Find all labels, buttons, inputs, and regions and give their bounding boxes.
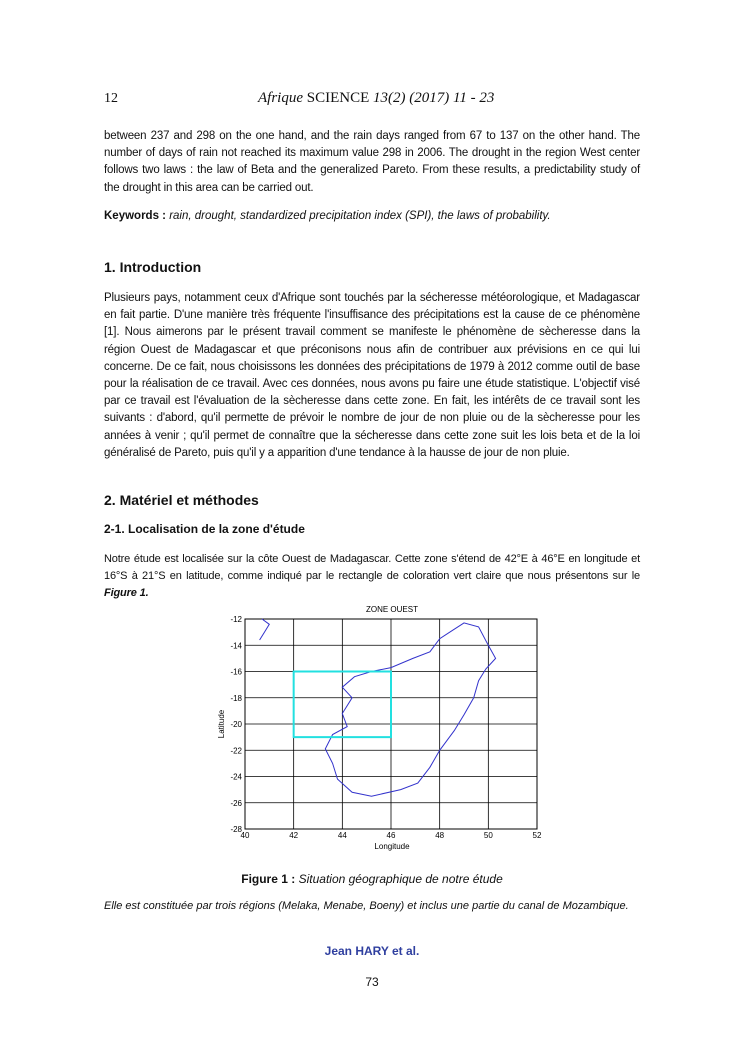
journal-italic-name: Afrique [258,90,303,106]
map-axes [230,615,542,840]
y-tick-label: -12 [230,615,242,624]
x-tick-label: 44 [337,831,347,840]
keywords-text: rain, drought, standardized precipitation index (SPI), the laws of probability. [169,210,551,222]
y-tick-label: -26 [230,798,242,808]
journal-name: SCIENCE [306,90,370,106]
section-2-1-heading: 2-1. Localisation de la zone d'étude [104,522,305,536]
section-2-heading: 2. Matériel et méthodes [104,492,259,508]
keywords [104,210,551,222]
x-tick-label: 50 [483,831,493,840]
x-tick-label: 48 [435,831,445,840]
y-tick-label: -18 [230,693,242,703]
introduction-paragraph: Plusieurs pays, notamment ceux d'Afrique sont touchés par la sécheresse météorologique, et Madagascar en fait partie. D'une manière très fréquente l'insuffisance des précipitations est la cause de ce phénomène [1]. Nous aimerons par le présent travail comment se manifeste le phénomène de sècheresse dans la région Ouest de Madagascar et que préconisons nous afin de contribuer aux prévisions en ce qui lui concerne. De ce fait, nous choisissons les données des précipitations de 1979 à 2012 comme outil de base pour la réalisation de ce travail. Avec ces données, nous avons pu faire une étude statistique. L'objectif visé par ce travail est l'évaluation de la sècheresse dans cette zone. En fait, les intérêts de ce travail sont les suivants : d'abord, qu'il permette de prévoir le nombre de jour de non pluie ou de la sècheresse pour les années à venir ; qu'il permet de connaître que la sécheresse dans cette zone suit les lois beta et de la loi généralisé de Pareto, puis qu'il y a apparition d'une tendance à la hausse de jour de non pluie. [104,292,640,459]
figure-reference: Figure 1. [104,587,149,600]
section-1-heading: 1. Introduction [104,259,202,275]
figure-caption-label: Figure 1 : [241,872,296,886]
map-xlabel: Longitude [374,842,410,851]
x-tick-label: 52 [532,831,542,840]
journal-issue: 13(2) (2017) 11 - 23 [373,90,495,106]
african-coast-fragment [260,619,270,640]
y-tick-label: -28 [230,825,242,834]
x-tick-label: 42 [289,831,299,840]
map-ylabel: Latitude [217,709,226,739]
footer-author: Jean HARY et al. [324,944,420,958]
x-tick-label: 46 [386,831,396,840]
figure-caption [0,872,744,886]
y-tick-label: -20 [230,720,242,729]
location-paragraph [104,551,640,603]
figure-caption-text: Situation géographique de notre étude [298,872,503,886]
madagascar-coastline [325,623,495,796]
y-tick-label: -22 [230,746,242,756]
y-tick-label: -14 [230,641,242,651]
figure-1-map [205,600,550,860]
figure-note: Elle est constituée par trois régions (Melaka, Menabe, Boeny) et inclus une partie du canal de Mozambique. [104,900,629,912]
footer-page-number: 73 [365,975,379,989]
journal-header [258,90,494,107]
keywords-label: Keywords : [104,210,166,222]
x-tick-label: 40 [240,831,250,840]
y-tick-label: -16 [230,667,242,677]
map-title: ZONE OUEST [365,605,419,614]
location-text: Notre étude est localisée sur la côte Ouest de Madagascar. Cette zone s'étend de 42°E à 46°E en longitude et 16°S à 21°S en latitude, comme indiqué par le rectangle de coloration vert claire que nous présentons sur le [104,553,640,583]
header-page-number: 12 [104,91,118,106]
abstract-end: between 237 and 298 on the one hand, and the rain days ranged from 67 to 137 on the other hand. The number of days of rain not reached its maximum value 298 in 2006. The drought in the region West center follows two laws : the law of Beta and the generalized Pareto. From these results, a predictability study of the drought in this area can be carried out. [104,130,640,194]
y-tick-label: -24 [230,772,242,782]
